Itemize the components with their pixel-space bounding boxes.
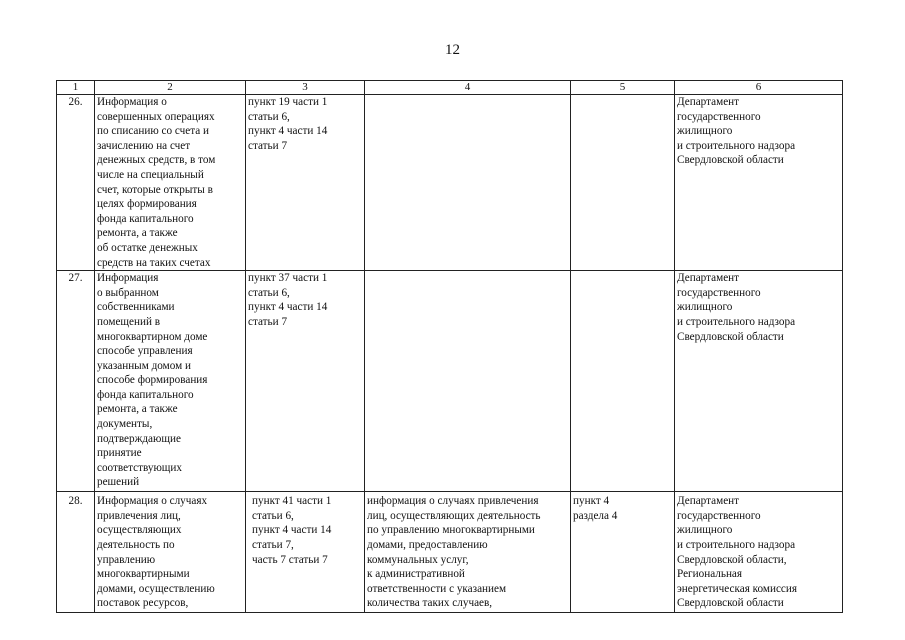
column-header: 2 xyxy=(95,81,246,95)
authority-cell: Департамент государственного жилищного и строительного надзора Свердловской области xyxy=(675,271,843,492)
section-cell xyxy=(571,95,675,271)
details-cell xyxy=(365,95,571,271)
column-header: 3 xyxy=(246,81,365,95)
authority-cell: Департамент государственного жилищного и строительного надзора Свердловской области xyxy=(675,95,843,271)
table-row xyxy=(57,271,843,492)
section-cell: пункт 4 раздела 4 xyxy=(571,492,675,613)
column-header: 6 xyxy=(675,81,843,95)
legal-basis-cell: пункт 41 части 1 статьи 6, пункт 4 части 14 статьи 7, часть 7 статьи 7 xyxy=(246,492,365,613)
legal-basis-cell: пункт 37 части 1 статьи 6, пункт 4 части 14 статьи 7 xyxy=(246,271,365,492)
authority-cell: Департамент государственного жилищного и строительного надзора Свердловской области, Региональная энергетическая комиссия Свердловской области xyxy=(675,492,843,613)
info-cell: Информация о выбранном собственниками помещений в многоквартирном доме способе управления указанным домом и способе формирования фонда капитального ремонта, а также документы, подтверждающие принятие соответствующих решений xyxy=(95,271,246,492)
row-number: 28. xyxy=(57,492,95,613)
row-number: 27. xyxy=(57,271,95,492)
info-cell: Информация о совершенных операциях по списанию со счета и зачислению на счет денежных средств, в том числе на специальный счет, которые открыты в целях формирования фонда капитального ремонта, а также об остатке денежных средств на таких счетах xyxy=(95,95,246,271)
section-cell xyxy=(571,271,675,492)
table-row xyxy=(57,95,843,271)
requirements-table xyxy=(56,80,843,613)
legal-basis-cell: пункт 19 части 1 статьи 6, пункт 4 части 14 статьи 7 xyxy=(246,95,365,271)
table-header-row xyxy=(57,81,843,95)
details-cell: информация о случаях привлечения лиц, осуществляющих деятельность по управлению многоквартирными домами, предоставлению коммунальных услуг, к административной ответственности с указанием количества таких случаев, xyxy=(365,492,571,613)
column-header: 4 xyxy=(365,81,571,95)
page-number: 12 xyxy=(445,42,460,58)
details-cell xyxy=(365,271,571,492)
row-number: 26. xyxy=(57,95,95,271)
table-row xyxy=(57,492,843,613)
column-header: 5 xyxy=(571,81,675,95)
info-cell: Информация о случаях привлечения лиц, осуществляющих деятельность по управлению многоквартирными домами, осуществлению поставок ресурсов, xyxy=(95,492,246,613)
column-header: 1 xyxy=(57,81,95,95)
